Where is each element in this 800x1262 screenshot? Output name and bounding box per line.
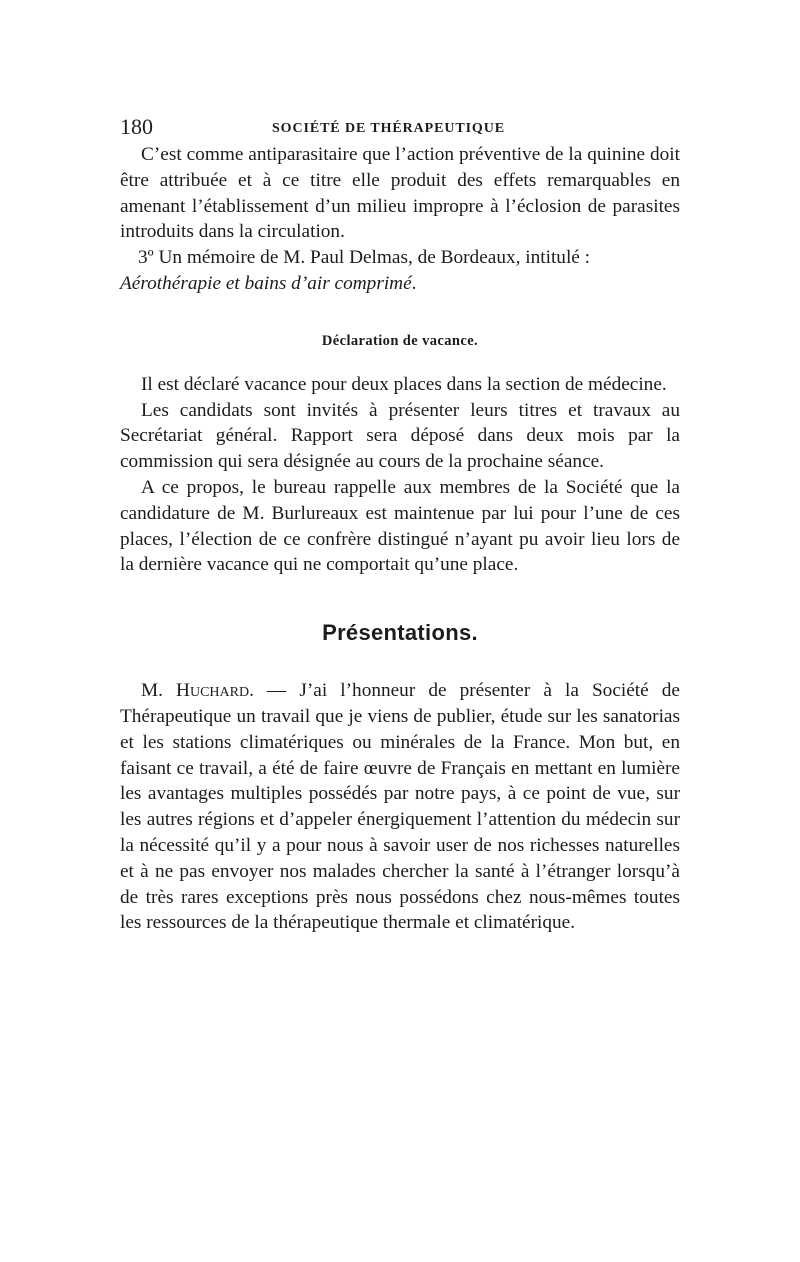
speaker-suffix: . — — [249, 680, 287, 702]
delmas-period: . — [411, 272, 417, 294]
paragraph-huchard — [120, 678, 680, 936]
paragraph-candidats: Les candidats sont invités à présenter leurs titres et travaux au Secrétariat général. Rapport sera déposé dans deux mois par la commission qui sera désignée au cours de la prochaine séance. — [120, 399, 680, 473]
page-header — [120, 112, 680, 142]
speaker-prefix: M. — [141, 680, 177, 702]
paragraph-vacance: Il est déclaré vacance pour deux places dans la section de médecine. — [141, 373, 667, 395]
speaker-name: Huchard — [176, 680, 250, 702]
huchard-body-text: J’ai l’honneur de présenter à la Société de Thérapeutique un travail que je viens de publier, étude sur les sanatorias et les stations climatériques ou minérales de la France. Mon but, en faisant ce travail, a été de faire œuvre de Français en mettant en lumière les avantages multiples possédés par notre pays, à ce point de vue, sur les autres régions et d’appeler énergiquement l’attention du médecin sur la nécessité qu’il y a pour nous à savoir user de nos richesses naturelles et à ne pas envoyer nos malades chercher la santé à l’étranger lorsqu’à de très rares exceptions près nous possédons chez nous-mêmes toutes les ressources de la thérapeutique thermale et climatérique. — [120, 680, 680, 934]
presentations-heading: Présentations. — [322, 620, 478, 646]
paragraph-delmas-memoire — [120, 245, 680, 297]
paragraph-burlureaux: A ce propos, le bureau rappelle aux membres de la Société que la candidature de M. Burlureaux est maintenue par lui pour l’une de ces places, l’élection de ce confrère distingué n’ayant pu avoir lieu lors de la dernière vacance qui ne comportait qu’une place. — [120, 476, 680, 576]
running-title: SOCIÉTÉ DE THÉRAPEUTIQUE — [272, 121, 505, 136]
delmas-memoire-title: Aérothérapie et bains d’air comprimé — [120, 272, 412, 294]
paragraph-antiparasitaire: C’est comme antiparasitaire que l’action préventive de la quinine doit être attribuée et à ce titre elle produit des effets remarquables en amenant l’établissement d’un milieu impropre à l’éclosion de parasites introduits dans la circulation. — [120, 144, 680, 243]
page-number: 180 — [120, 114, 153, 139]
book-page — [120, 112, 680, 936]
declaration-heading: Déclaration de vacance. — [321, 332, 479, 349]
delmas-lead-text: 3º Un mémoire de M. Paul Delmas, de Bordeaux, intitulé : — [138, 247, 591, 269]
